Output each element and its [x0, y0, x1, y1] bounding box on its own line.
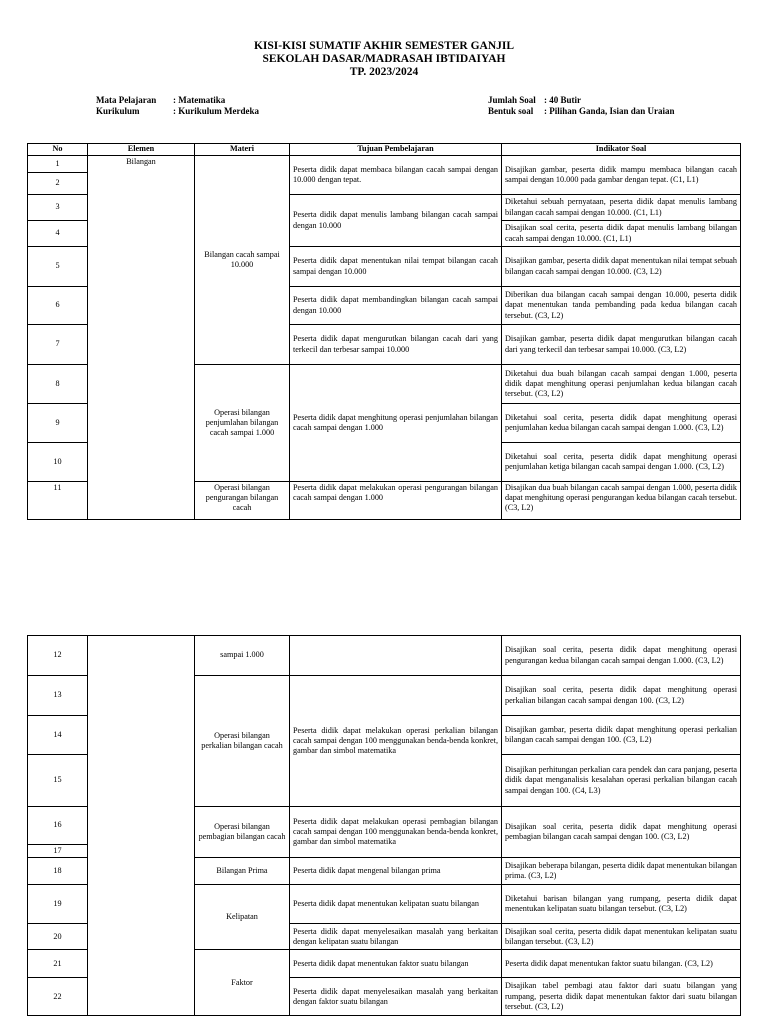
- tujuan-cell: Peserta didik dapat melakukan operasi pengurangan bilangan cacah sampai dengan 1.000: [290, 482, 502, 520]
- tujuan-cell: Peserta didik dapat melakukan operasi pembagian bilangan cacah sampai dengan 100 menggunakan benda-benda konkret, gambar dan simbol matematika: [290, 807, 502, 858]
- tujuan-cell: Peserta didik dapat mengenal bilangan prima: [290, 858, 502, 885]
- row-no: 14: [28, 716, 88, 755]
- tujuan-cell-continued: [290, 636, 502, 676]
- kisi-kisi-table-page2: [27, 635, 741, 1016]
- tujuan-cell: Peserta didik dapat menentukan kelipatan suatu bilangan: [290, 885, 502, 924]
- indikator-cell: Disajikan dua buah bilangan cacah sampai dengan 1.000, peserta didik dapat menghitung operasi pengurangan kedua bilangan cacah tersebut. (C3, L2): [502, 482, 741, 520]
- jumlah-value: : 40 Butir: [544, 95, 581, 105]
- indikator-cell: Disajikan gambar, peserta didik mampu membaca bilangan cacah sampai dengan 10.000 pada gambar dengan tepat. (C1, L1): [502, 156, 741, 195]
- indikator-cell: Disajikan soal cerita, peserta didik dapat menghitung operasi pembagian bilangan cacah sampai dengan 100. (C3, L2): [502, 807, 741, 858]
- row-no: 16: [28, 807, 88, 845]
- row-no: 1: [28, 156, 88, 173]
- header-year: TP. 2023/2024: [349, 66, 419, 78]
- tujuan-cell: Peserta didik dapat menyelesaikan masalah yang berkaitan dengan faktor suatu bilangan: [290, 978, 502, 1016]
- tujuan-cell: Peserta didik dapat melakukan operasi perkalian bilangan cacah sampai dengan 100 menggunakan benda-benda konkret, gambar dan simbol matematika: [290, 676, 502, 807]
- materi-cell: Operasi bilangan pengurangan bilangan cacah: [195, 482, 290, 520]
- row-no: 17: [28, 845, 88, 858]
- jumlah-label: Jumlah Soal: [488, 95, 536, 105]
- elemen-cell-continued: [88, 636, 195, 1016]
- header-school: SEKOLAH DASAR/MADRASAH IBTIDAIYAH: [262, 53, 506, 65]
- row-no: 19: [28, 885, 88, 924]
- kisi-kisi-table-page1: [27, 143, 741, 520]
- materi-cell: Operasi bilangan perkalian bilangan cacah: [195, 676, 290, 807]
- col-indikator: Indikator Soal: [502, 144, 741, 156]
- indikator-cell: Peserta didik dapat menentukan faktor suatu bilangan. (C3, L2): [502, 950, 741, 978]
- indikator-cell: Diketahui sebuah pernyataan, peserta didik dapat menulis lambang bilangan cacah sampai dengan 10.000. (C1, L1): [502, 195, 741, 221]
- col-tujuan: Tujuan Pembelajaran: [290, 144, 502, 156]
- indikator-cell: Disajikan gambar, peserta didik dapat mengurutkan bilangan cacah dari yang terkecil dan terbesar sampai 10.000. (C3, L2): [502, 325, 741, 365]
- row-no: 18: [28, 858, 88, 885]
- mapel-value: : Matematika: [173, 95, 226, 105]
- row-no: 5: [28, 247, 88, 287]
- row-no: 22: [28, 978, 88, 1016]
- elemen-cell: Bilangan: [88, 156, 195, 520]
- indikator-cell: Diketahui soal cerita, peserta didik dapat menghitung operasi penjumlahan kedua bilangan cacah sampai dengan 1.000. (C3, L2): [502, 404, 741, 443]
- materi-cell: Operasi bilangan pembagian bilangan cacah: [195, 807, 290, 858]
- tujuan-cell: Peserta didik dapat menyelesaikan masalah yang berkaitan dengan kelipatan suatu bilangan: [290, 924, 502, 950]
- meta-right: [488, 95, 675, 117]
- tujuan-cell: Peserta didik dapat membandingkan bilangan cacah sampai dengan 10.000: [290, 287, 502, 325]
- indikator-cell: Disajikan gambar, peserta didik dapat menentukan nilai tempat sebuah bilangan cacah sampai dengan 10.000. (C3, L2): [502, 247, 741, 287]
- row-no: 7: [28, 325, 88, 365]
- indikator-cell: Disajikan soal cerita, peserta didik dapat menulis lambang bilangan cacah sampai dengan 10.000. (C1, L1): [502, 221, 741, 247]
- indikator-cell: Disajikan beberapa bilangan, peserta didik dapat menentukan bilangan prima. (C3, L2): [502, 858, 741, 885]
- col-elemen: Elemen: [88, 144, 195, 156]
- row-no: 11: [28, 482, 88, 520]
- row-no: 13: [28, 676, 88, 716]
- row-no: 10: [28, 443, 88, 482]
- row-no: 8: [28, 365, 88, 404]
- indikator-cell: Disajikan gambar, peserta didik dapat menghitung operasi perkalian bilangan cacah sampai dengan 100. (C3, L2): [502, 716, 741, 755]
- row-no: 21: [28, 950, 88, 978]
- indikator-cell: Diketahui barisan bilangan yang rumpang, peserta didik dapat menentukan kelipatan suatu bilangan tersebut. (C3, L2): [502, 885, 741, 924]
- meta-left: [96, 95, 259, 117]
- indikator-cell: Disajikan soal cerita, peserta didik dapat menghitung operasi perkalian bilangan cacah sampai dengan 100. (C3, L2): [502, 676, 741, 716]
- row-no: 9: [28, 404, 88, 443]
- materi-cell: Bilangan cacah sampai 10.000: [195, 156, 290, 365]
- materi-cell: sampai 1.000: [195, 636, 290, 676]
- row-no: 20: [28, 924, 88, 950]
- tujuan-cell: Peserta didik dapat menentukan faktor suatu bilangan: [290, 950, 502, 978]
- tujuan-cell: Peserta didik dapat menghitung operasi penjumlahan bilangan cacah sampai dengan 1.000: [290, 365, 502, 482]
- row-no: 3: [28, 195, 88, 221]
- row-no: 15: [28, 755, 88, 807]
- col-no: No: [28, 144, 88, 156]
- indikator-cell: Disajikan perhitungan perkalian cara pendek dan cara panjang, peserta didik dapat menganalisis kesalahan operasi perkalian bilangan cacah sampai dengan 100. (C4, L3): [502, 755, 741, 807]
- indikator-cell: Diketahui soal cerita, peserta didik dapat menghitung operasi penjumlahan ketiga bilangan cacah sampai dengan 1.000. (C3, L2): [502, 443, 741, 482]
- row-no: 12: [28, 636, 88, 676]
- tujuan-cell: Peserta didik dapat membaca bilangan cacah sampai dengan 10.000 dengan tepat.: [290, 156, 502, 195]
- bentuk-value: : Pilihan Ganda, Isian dan Uraian: [544, 106, 675, 116]
- bentuk-label: Bentuk soal: [488, 106, 534, 116]
- indikator-cell: Diberikan dua bilangan cacah sampai dengan 10.000, peserta didik dapat menentukan tanda pembanding pada kedua bilangan cacah tersebut. (C3, L2): [502, 287, 741, 325]
- row-no: 2: [28, 173, 88, 195]
- col-materi: Materi: [195, 144, 290, 156]
- materi-cell: Operasi bilangan penjumlahan bilangan cacah sampai 1.000: [195, 365, 290, 482]
- kurikulum-label: Kurikulum: [96, 106, 140, 116]
- row-no: 6: [28, 287, 88, 325]
- row-no: 4: [28, 221, 88, 247]
- materi-cell: Kelipatan: [195, 885, 290, 950]
- materi-cell: Faktor: [195, 950, 290, 1016]
- indikator-cell: Disajikan tabel pembagi atau faktor dari suatu bilangan yang rumpang, peserta didik dapat menentukan faktor dari suatu bilangan tersebut. (C3, L2): [502, 978, 741, 1016]
- indikator-cell: Disajikan soal cerita, peserta didik dapat menentukan kelipatan suatu bilangan tersebut. (C3, L2): [502, 924, 741, 950]
- tujuan-cell: Peserta didik dapat menentukan nilai tempat bilangan cacah sampai dengan 10.000: [290, 247, 502, 287]
- header-title: KISI-KISI SUMATIF AKHIR SEMESTER GANJIL: [253, 40, 515, 52]
- indikator-cell: Diketahui dua buah bilangan cacah sampai dengan 1.000, peserta didik dapat menghitung operasi penjumlahan kedua bilangan cacah tersebut. (C3, L2): [502, 365, 741, 404]
- document-header: [0, 40, 768, 79]
- tujuan-cell: Peserta didik dapat mengurutkan bilangan cacah dari yang terkecil dan terbesar sampai 10.000: [290, 325, 502, 365]
- tujuan-cell: Peserta didik dapat menulis lambang bilangan cacah sampai dengan 10.000: [290, 195, 502, 247]
- materi-cell: Bilangan Prima: [195, 858, 290, 885]
- mapel-label: Mata Pelajaran: [96, 95, 157, 105]
- indikator-cell: Disajikan soal cerita, peserta didik dapat menghitung operasi pengurangan kedua bilangan cacah sampai dengan 1.000. (C3, L2): [502, 636, 741, 676]
- kurikulum-value: : Kurikulum Merdeka: [173, 106, 260, 116]
